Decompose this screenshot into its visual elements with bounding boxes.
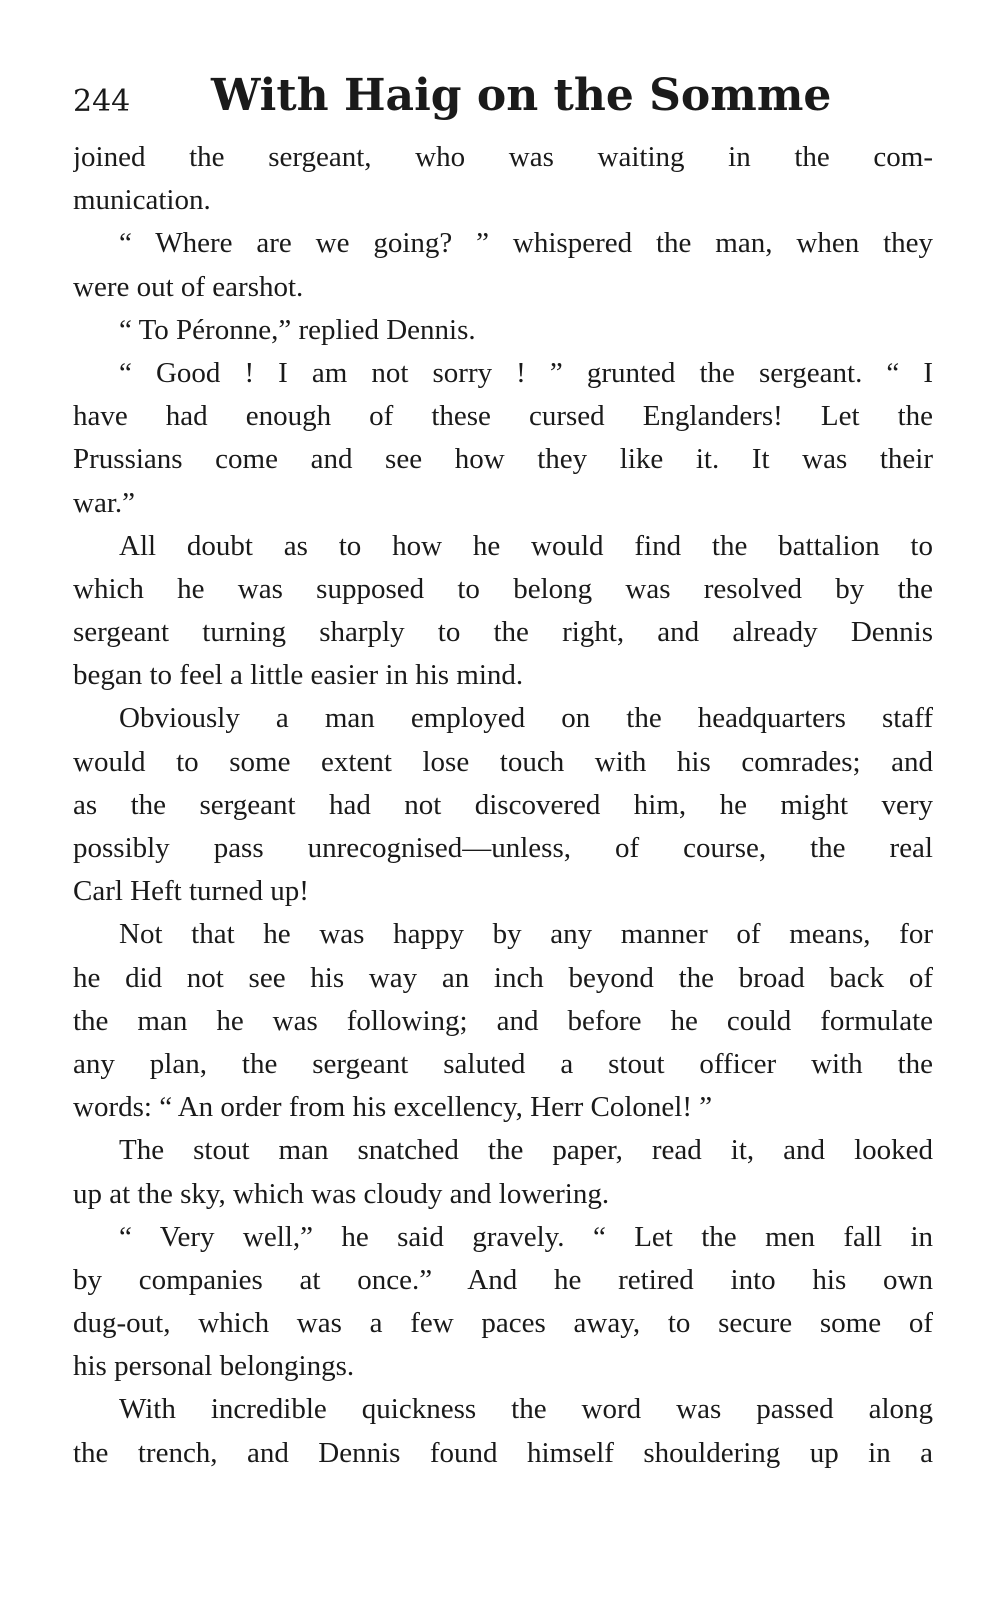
text-line: “ Good ! I am not sorry ! ” grunted the sergeant. “ I (119, 356, 933, 389)
text-line: which he was supposed to belong was resolved by the (73, 572, 933, 605)
text-line: as the sergeant had not discovered him, he might very (73, 788, 933, 821)
text-line: “ Where are we going? ” whispered the man, when they (119, 227, 933, 260)
text-line: were out of earshot. (73, 270, 304, 303)
text-line: Prussians come and see how they like it. It was their (73, 443, 933, 476)
body-text (73, 136, 933, 1475)
text-line: war.” (73, 486, 135, 519)
text-line: “ Very well,” he said gravely. “ Let the men fall in (119, 1220, 933, 1253)
text-line: munication. (73, 184, 211, 217)
text-line: the man he was following; and before he could formulate (73, 1004, 933, 1037)
running-title: With Haig on the Somme (211, 70, 832, 121)
page-number: 244 (73, 84, 131, 119)
text-line: have had enough of these cursed Englanders! Let the (73, 400, 933, 433)
text-line: joined the sergeant, who was waiting in the com- (73, 141, 933, 173)
text-line: the trench, and Dennis found himself shouldering up in a (73, 1436, 933, 1469)
text-line: “ To Péronne,” replied Dennis. (119, 313, 476, 346)
text-line: by companies at once.” And he retired into his own (73, 1263, 933, 1296)
text-line: his personal belongings. (73, 1350, 355, 1383)
text-line: The stout man snatched the paper, read it, and looked (119, 1134, 933, 1167)
text-line: With incredible quickness the word was passed along (119, 1393, 933, 1426)
text-line: any plan, the sergeant saluted a stout officer with the (73, 1047, 933, 1080)
text-line: Not that he was happy by any manner of means, for (119, 918, 933, 951)
text-line: All doubt as to how he would find the battalion to (119, 529, 933, 562)
text-line: Carl Heft turned up! (73, 875, 309, 908)
text-line: Obviously a man employed on the headquarters staff (119, 702, 933, 735)
text-line: up at the sky, which was cloudy and lowering. (73, 1177, 610, 1210)
text-line: would to some extent lose touch with his comrades; and (73, 745, 933, 778)
text-line: possibly pass unrecognised—unless, of course, the real (73, 832, 933, 864)
text-line: began to feel a little easier in his mind. (73, 659, 524, 692)
page-header (73, 70, 933, 130)
text-line: he did not see his way an inch beyond the broad back of (73, 961, 933, 994)
text-line: sergeant turning sharply to the right, and already Dennis (73, 616, 933, 649)
text-line: words: “ An order from his excellency, Herr Colonel! ” (73, 1091, 713, 1124)
text-line: dug-out, which was a few paces away, to secure some of (73, 1307, 933, 1340)
